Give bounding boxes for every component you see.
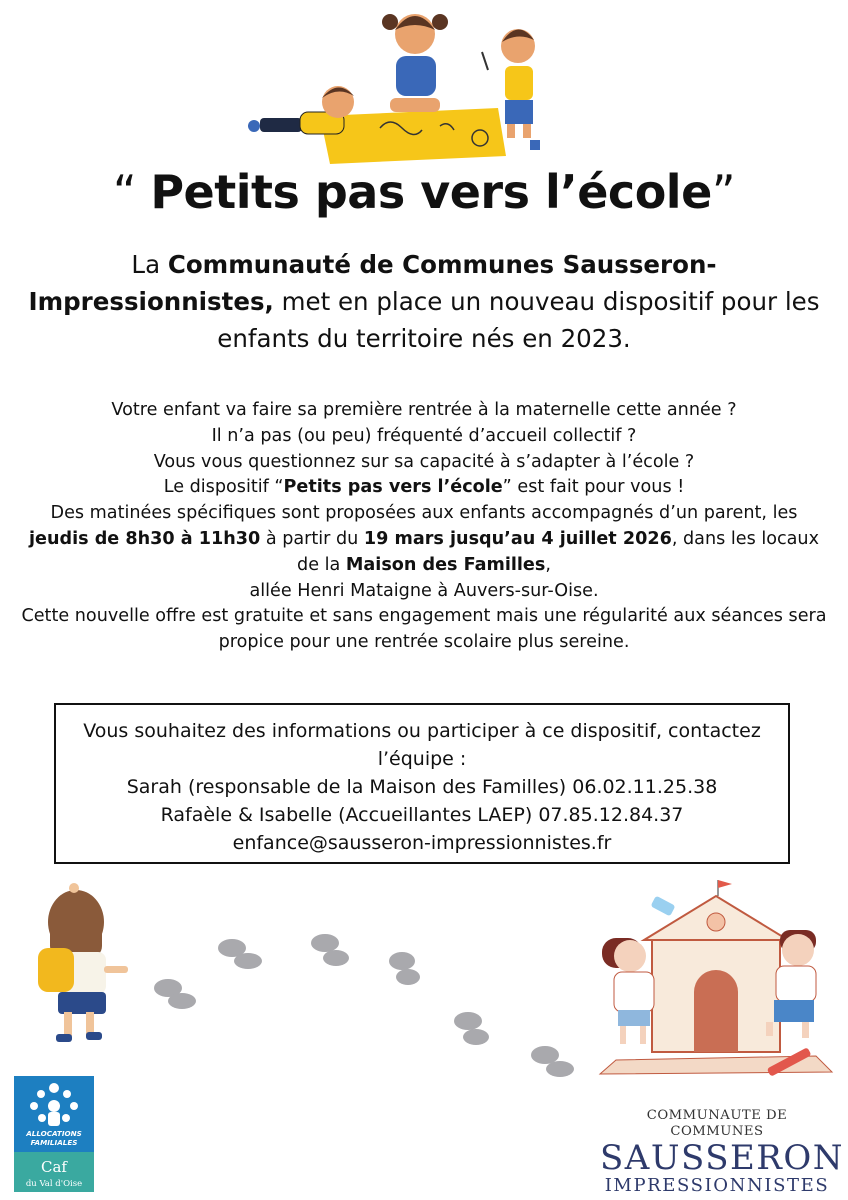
girl-with-backpack-illustration bbox=[28, 882, 133, 1052]
intro-rest: met en place un nouveau dispositif pour les enfants du territoire nés en 2023. bbox=[217, 287, 820, 353]
cc-logo-line2: SAUSSERON bbox=[600, 1138, 845, 1178]
intro-organization: Communauté de Communes Sausseron-Impressionnistes, bbox=[28, 250, 717, 316]
question-adaptation: Vous vous questionnez sur sa capacité à s’adapter à l’école ? bbox=[153, 451, 695, 472]
schedule-days-hours: jeudis de 8h30 à 11h30 bbox=[29, 528, 261, 549]
description-block bbox=[20, 398, 828, 656]
question-first-school-year: Votre enfant va faire sa première rentrée à la maternelle cette année ? bbox=[111, 400, 737, 420]
caf-line2: FAMILIALES bbox=[30, 1138, 78, 1147]
program-for-you-line bbox=[20, 475, 828, 501]
intro-prefix: La bbox=[131, 250, 168, 279]
contact-box bbox=[54, 703, 790, 864]
school-building-illustration bbox=[596, 880, 836, 1090]
sausseron-impressionnistes-logo bbox=[600, 1108, 845, 1196]
program-line-prefix: Le dispositif “ bbox=[163, 477, 284, 498]
children-drawing-illustration bbox=[240, 8, 560, 173]
contact-rafaele-isabelle: Rafaèle & Isabelle (Accueillantes LAEP) 07.85.12.84.37 bbox=[160, 804, 684, 826]
cc-logo-line3: IMPRESSIONNISTES bbox=[604, 1175, 830, 1196]
schedule-text-g: , bbox=[545, 554, 551, 575]
title-main: Petits pas vers l’école bbox=[150, 165, 712, 219]
venue-address: allée Henri Mataigne à Auvers-sur-Oise. bbox=[249, 580, 599, 601]
schedule-text-a: Des matinées spécifiques sont proposées aux enfants accompagnés d’un parent, les bbox=[50, 503, 798, 524]
caf-line1: ALLOCATIONS bbox=[26, 1129, 82, 1138]
program-name: Petits pas vers l’école bbox=[283, 477, 503, 498]
caf-name: Caf bbox=[41, 1158, 67, 1176]
footprints-illustration bbox=[140, 925, 590, 1090]
caf-region: du Val d'Oise bbox=[25, 1179, 83, 1189]
schedule-text-e: , dans les locaux de la bbox=[297, 528, 819, 575]
intro-paragraph bbox=[20, 246, 828, 357]
contact-sarah: Sarah (responsable de la Maison des Familles) 06.02.11.25.38 bbox=[126, 776, 718, 798]
page-title bbox=[0, 165, 848, 219]
contact-intro: Vous souhaitez des informations ou participer à ce dispositif, contactez l’équipe : bbox=[83, 720, 761, 770]
schedule-text-c: à partir du bbox=[260, 528, 364, 549]
title-open-quote: “ bbox=[112, 165, 151, 219]
contact-email[interactable]: enfance@sausseron-impressionnistes.fr bbox=[232, 832, 612, 854]
schedule-venue: Maison des Familles bbox=[345, 554, 546, 575]
free-offer-paragraph: Cette nouvelle offre est gratuite et sans engagement mais une régularité aux séances sera propice pour une rentrée scolaire plus sereine. bbox=[21, 606, 827, 653]
title-close-quote: ” bbox=[711, 165, 736, 219]
cc-logo-line1: COMMUNAUTE DE COMMUNES bbox=[646, 1108, 788, 1139]
schedule-paragraph bbox=[20, 501, 828, 578]
question-collective-care: Il n’a pas (ou peu) fréquenté d’accueil collectif ? bbox=[211, 425, 637, 446]
program-line-suffix: ” est fait pour vous ! bbox=[502, 477, 685, 498]
schedule-dates: 19 mars jusqu’au 4 juillet 2026 bbox=[363, 528, 672, 549]
caf-val-doise-logo bbox=[14, 1076, 94, 1192]
